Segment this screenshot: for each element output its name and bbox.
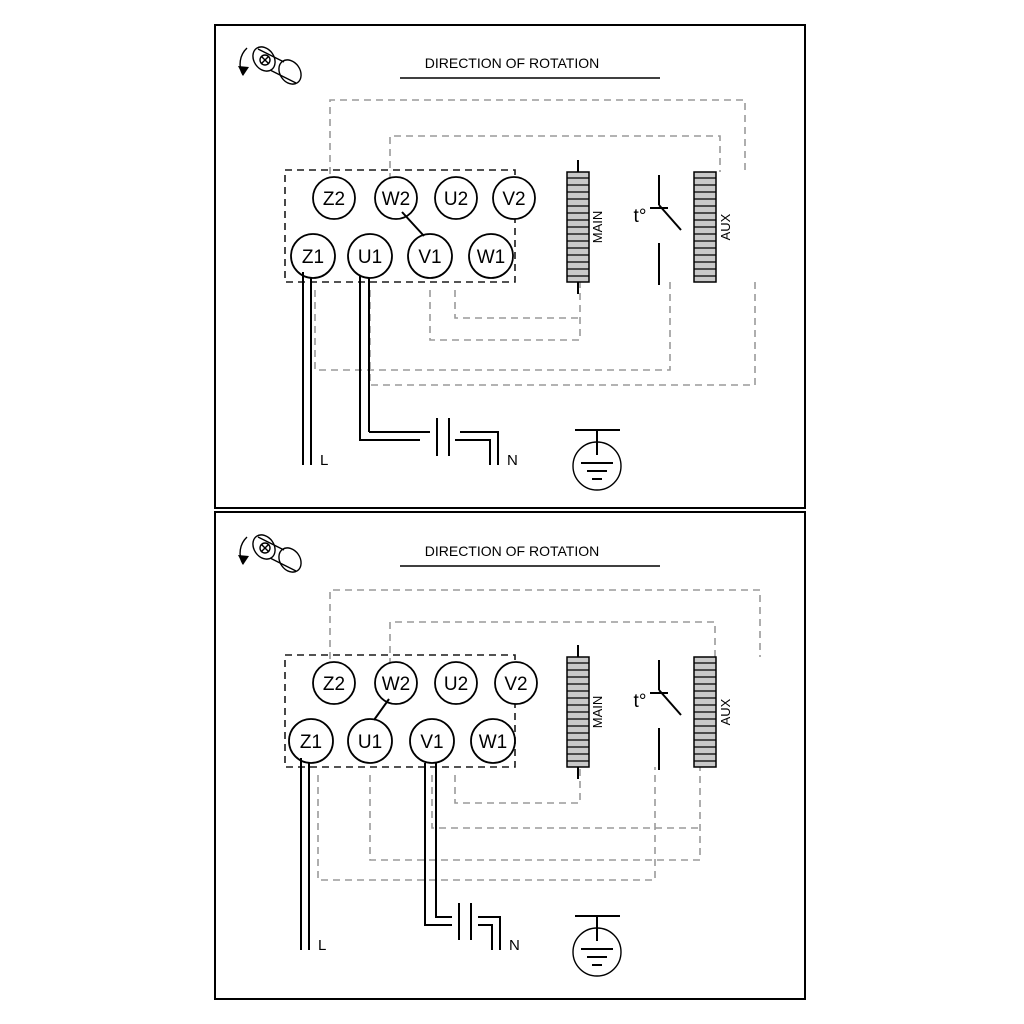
terminal-z1-label: Z1 [301, 247, 325, 268]
terminal-w2-label: W2 [381, 189, 411, 210]
rotation-title: DIRECTION OF ROTATION [424, 55, 600, 71]
terminal-u1-label-2: U1 [357, 732, 383, 753]
terminal-z2-label-2: Z2 [322, 674, 346, 695]
coil-main-label: MAIN [590, 210, 605, 244]
supply-n-label-2: N [509, 937, 520, 954]
terminal-w2-label-2: W2 [381, 674, 411, 695]
terminal-u2-label: U2 [443, 189, 469, 210]
supply-l-label-2: L [318, 937, 327, 954]
terminal-z2-label: Z2 [322, 189, 346, 210]
terminal-z1-label-2: Z1 [299, 732, 323, 753]
coil-aux-label-2: AUX [718, 698, 733, 726]
terminal-v2-label: V2 [502, 189, 526, 210]
thermal-switch-label: t° [633, 206, 647, 227]
terminal-u2-label-2: U2 [443, 674, 469, 695]
terminal-v1-label-2: V1 [420, 732, 444, 753]
terminal-v2-label-2: V2 [504, 674, 528, 695]
coil-main-label-2: MAIN [590, 695, 605, 729]
coil-aux-label: AUX [718, 213, 733, 241]
terminal-u1-label: U1 [357, 247, 383, 268]
terminal-w1-label-2: W1 [478, 732, 508, 753]
terminal-v1-label: V1 [418, 247, 442, 268]
rotation-title-2: DIRECTION OF ROTATION [424, 543, 600, 559]
supply-l-label: L [320, 452, 329, 469]
supply-n-label: N [507, 452, 518, 469]
terminal-w1-label: W1 [476, 247, 506, 268]
thermal-switch-label-2: t° [633, 691, 647, 712]
